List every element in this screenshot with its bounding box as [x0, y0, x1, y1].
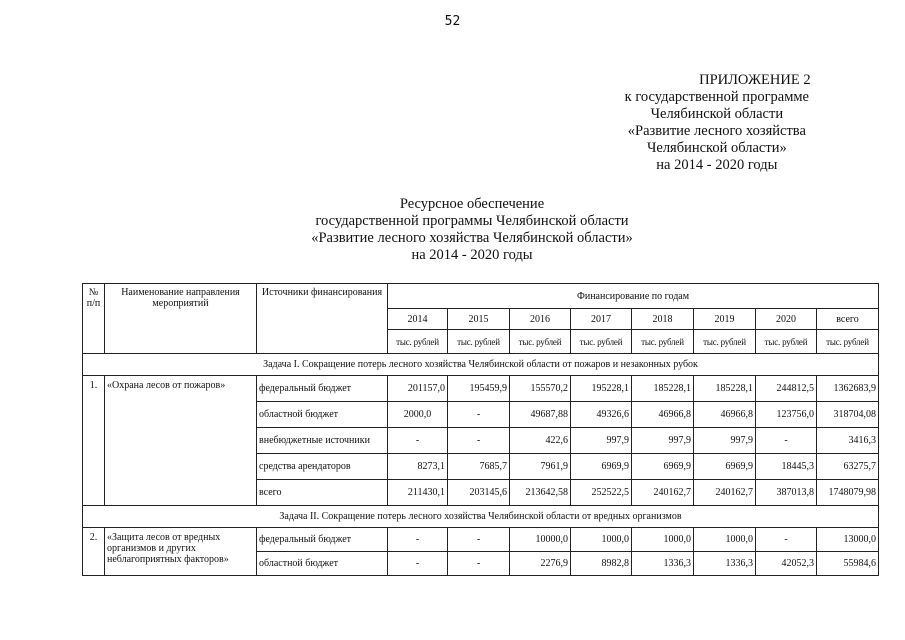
title-line: государственной программы Челябинской области [315, 213, 629, 229]
value-cell: 1748079,98 [817, 480, 879, 506]
value-cell: 213642,58 [510, 480, 571, 506]
value-cell: 195459,9 [448, 376, 510, 402]
unit-cell: тыс. рублей [694, 330, 756, 354]
source-label: всего [257, 480, 388, 506]
value-cell: 997,9 [632, 428, 694, 454]
value-cell: 195228,1 [571, 376, 632, 402]
value-cell: - [448, 528, 510, 552]
appendix-line: Челябинской области [650, 106, 784, 122]
value-cell: 1336,3 [694, 552, 756, 576]
item-number: 2. [83, 528, 105, 576]
value-cell: 46966,8 [632, 402, 694, 428]
appendix-line: Челябинской области» [646, 140, 787, 156]
title-line: «Развитие лесного хозяйства Челябинской области» [311, 230, 633, 246]
year-cell: всего [817, 309, 879, 330]
value-cell: 1000,0 [632, 528, 694, 552]
year-cell: 2014 [388, 309, 448, 330]
value-cell: 6969,9 [694, 454, 756, 480]
value-cell: - [756, 528, 817, 552]
unit-cell: тыс. рублей [510, 330, 571, 354]
value-cell: - [448, 428, 510, 454]
header-row [83, 284, 879, 309]
value-cell: 1000,0 [571, 528, 632, 552]
unit-cell: тыс. рублей [571, 330, 632, 354]
financing-table [82, 283, 879, 576]
value-cell: 6969,9 [571, 454, 632, 480]
unit-cell: тыс. рублей [448, 330, 510, 354]
value-cell: 1362683,9 [817, 376, 879, 402]
value-cell: 46966,8 [694, 402, 756, 428]
value-cell: 10000,0 [510, 528, 571, 552]
task-row [83, 506, 879, 528]
value-cell: 252522,5 [571, 480, 632, 506]
year-cell: 2015 [448, 309, 510, 330]
value-cell: - [388, 552, 448, 576]
appendix-header [625, 72, 809, 174]
appendix-line: «Развитие лесного хозяйства [627, 123, 806, 139]
appendix-line: на 2014 - 2020 годы [656, 157, 778, 173]
task-title: Задача I. Сокращение потерь лесного хозяйства Челябинской области от пожаров и незаконных рубок [83, 354, 879, 376]
source-label: внебюджетные источники [257, 428, 388, 454]
year-cell: 2016 [510, 309, 571, 330]
header-financing: Финансирование по годам [388, 284, 879, 309]
value-cell: 55984,6 [817, 552, 879, 576]
value-cell: 185228,1 [632, 376, 694, 402]
value-cell: 2276,9 [510, 552, 571, 576]
appendix-label: ПРИЛОЖЕНИЕ 2 [699, 72, 811, 88]
unit-cell: тыс. рублей [817, 330, 879, 354]
value-cell: 422,6 [510, 428, 571, 454]
value-cell: 2000,0 [388, 402, 448, 428]
value-cell: 3416,3 [817, 428, 879, 454]
value-cell: 240162,7 [694, 480, 756, 506]
title-line: на 2014 - 2020 годы [411, 247, 533, 263]
value-cell: 318704,08 [817, 402, 879, 428]
item-name: «Защита лесов от вредных организмов и других неблагоприятных факторов» [105, 528, 257, 576]
value-cell: - [756, 428, 817, 454]
item-name: «Охрана лесов от пожаров» [105, 376, 257, 506]
document-title [252, 196, 692, 264]
value-cell: - [388, 528, 448, 552]
header-number: № п/п [83, 284, 105, 354]
value-cell: 18445,3 [756, 454, 817, 480]
value-cell: 8273,1 [388, 454, 448, 480]
header-direction: Наименование направления мероприятий [105, 284, 257, 354]
appendix-line: к государственной программе [624, 89, 809, 105]
item-number: 1. [83, 376, 105, 506]
value-cell: 8982,8 [571, 552, 632, 576]
value-cell: 997,9 [694, 428, 756, 454]
task-title: Задача II. Сокращение потерь лесного хозяйства Челябинской области от вредных организмов [83, 506, 879, 528]
value-cell: 203145,6 [448, 480, 510, 506]
source-label: средства арендаторов [257, 454, 388, 480]
source-label: федеральный бюджет [257, 528, 388, 552]
value-cell: 211430,1 [388, 480, 448, 506]
value-cell: 1000,0 [694, 528, 756, 552]
table-row [83, 376, 879, 402]
unit-cell: тыс. рублей [388, 330, 448, 354]
value-cell: 13000,0 [817, 528, 879, 552]
value-cell: 123756,0 [756, 402, 817, 428]
value-cell: 49687,88 [510, 402, 571, 428]
value-cell: 201157,0 [388, 376, 448, 402]
value-cell: - [388, 428, 448, 454]
value-cell: 49326,6 [571, 402, 632, 428]
year-cell: 2020 [756, 309, 817, 330]
header-sources: Источники финансирования [257, 284, 388, 354]
unit-cell: тыс. рублей [632, 330, 694, 354]
source-label: федеральный бюджет [257, 376, 388, 402]
page-number: 52 [444, 14, 461, 29]
value-cell: 387013,8 [756, 480, 817, 506]
table-row [83, 528, 879, 552]
unit-cell: тыс. рублей [756, 330, 817, 354]
year-cell: 2019 [694, 309, 756, 330]
year-cell: 2017 [571, 309, 632, 330]
year-cell: 2018 [632, 309, 694, 330]
value-cell: 240162,7 [632, 480, 694, 506]
value-cell: 63275,7 [817, 454, 879, 480]
value-cell: 997,9 [571, 428, 632, 454]
task-row [83, 354, 879, 376]
value-cell: 244812,5 [756, 376, 817, 402]
value-cell: - [448, 552, 510, 576]
value-cell: 1336,3 [632, 552, 694, 576]
value-cell: - [448, 402, 510, 428]
value-cell: 6969,9 [632, 454, 694, 480]
title-line: Ресурсное обеспечение [399, 196, 545, 212]
source-label: областной бюджет [257, 402, 388, 428]
value-cell: 155570,2 [510, 376, 571, 402]
value-cell: 7685,7 [448, 454, 510, 480]
value-cell: 7961,9 [510, 454, 571, 480]
value-cell: 185228,1 [694, 376, 756, 402]
source-label: областной бюджет [257, 552, 388, 576]
value-cell: 42052,3 [756, 552, 817, 576]
